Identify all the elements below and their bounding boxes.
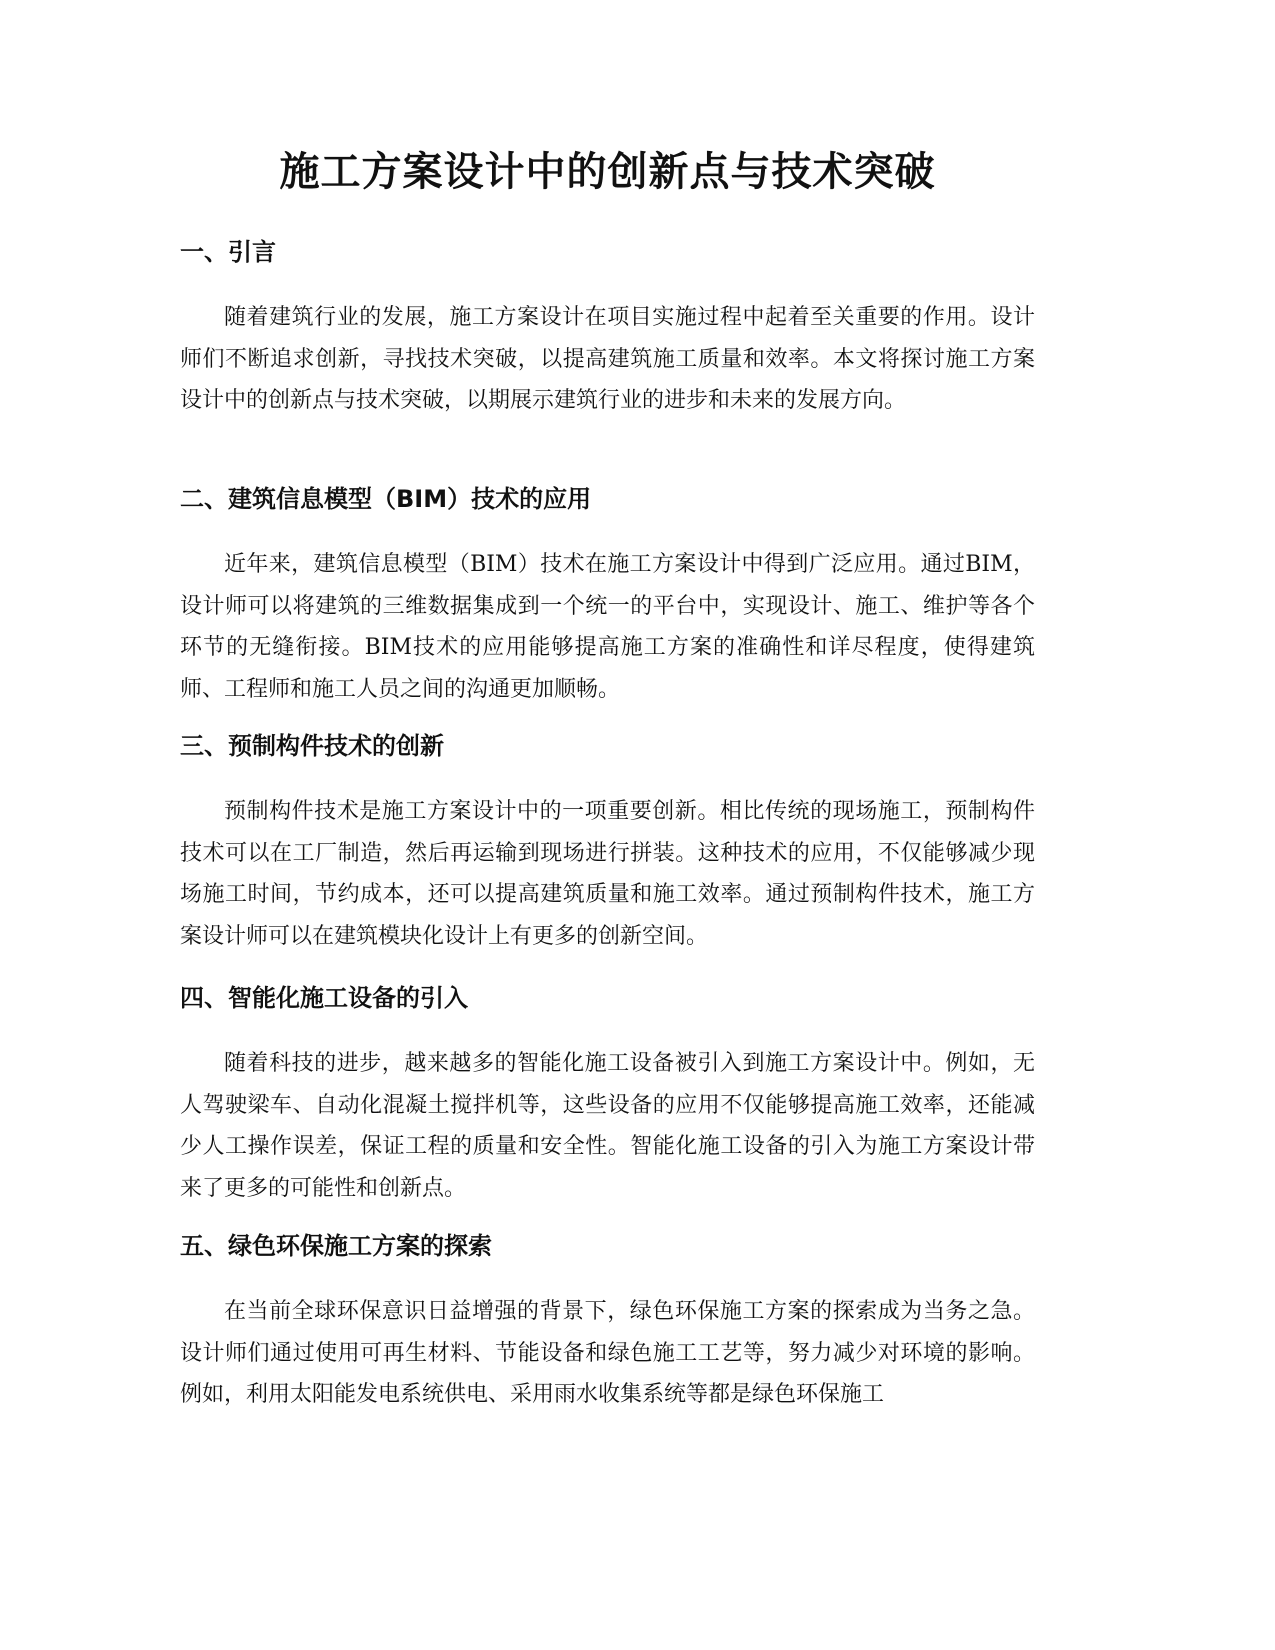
document-title: 施工方案设计中的创新点与技术突破 bbox=[279, 149, 936, 195]
section-paragraph: 预制构件技术是施工方案设计中的一项重要创新。相比传统的现场施工，预制构件技术可以在工厂制造，然后再运输到现场进行拼装。这种技术的应用，不仅能够减少现场施工时间，节约成本，还可以提高建筑质量和施工效率。通过预制构件技术，施工方案设计师可以在建筑模块化设计上有更多的创新空间。 bbox=[180, 799, 1035, 949]
section-heading: 二、建筑信息模型（BIM）技术的应用 bbox=[180, 485, 592, 513]
section-introduction bbox=[180, 234, 1035, 422]
section-heading: 三、预制构件技术的创新 bbox=[180, 732, 444, 760]
section-paragraph: 在当前全球环保意识日益增强的背景下，绿色环保施工方案的探索成为当务之急。设计师们通过使用可再生材料、节能设备和绿色施工工艺等，努力减少对环境的影响。例如，利用太阳能发电系统供电、采用雨水收集系统等都是绿色环保施工 bbox=[180, 1299, 1035, 1407]
section-bim bbox=[180, 481, 1035, 710]
section-smart-equipment bbox=[180, 980, 1035, 1209]
section-heading: 五、绿色环保施工方案的探索 bbox=[180, 1232, 492, 1260]
section-green-construction bbox=[180, 1228, 1035, 1416]
section-paragraph: 近年来，建筑信息模型（BIM）技术在施工方案设计中得到广泛应用。通过BIM，设计师可以将建筑的三维数据集成到一个统一的平台中，实现设计、施工、维护等各个环节的无缝衔接。BIM技术的应用能够提高施工方案的准确性和详尽程度，使得建筑师、工程师和施工人员之间的沟通更加顺畅。 bbox=[180, 552, 1035, 702]
section-paragraph: 随着建筑行业的发展，施工方案设计在项目实施过程中起着至关重要的作用。设计师们不断追求创新，寻找技术突破，以提高建筑施工质量和效率。本文将探讨施工方案设计中的创新点与技术突破，以期展示建筑行业的进步和未来的发展方向。 bbox=[180, 305, 1035, 413]
section-prefabrication bbox=[180, 728, 1035, 957]
section-heading: 一、引言 bbox=[180, 238, 276, 266]
section-heading: 四、智能化施工设备的引入 bbox=[180, 984, 468, 1012]
section-paragraph: 随着科技的进步，越来越多的智能化施工设备被引入到施工方案设计中。例如，无人驾驶梁车、自动化混凝土搅拌机等，这些设备的应用不仅能够提高施工效率，还能减少人工操作误差，保证工程的质量和安全性。智能化施工设备的引入为施工方案设计带来了更多的可能性和创新点。 bbox=[180, 1051, 1035, 1201]
